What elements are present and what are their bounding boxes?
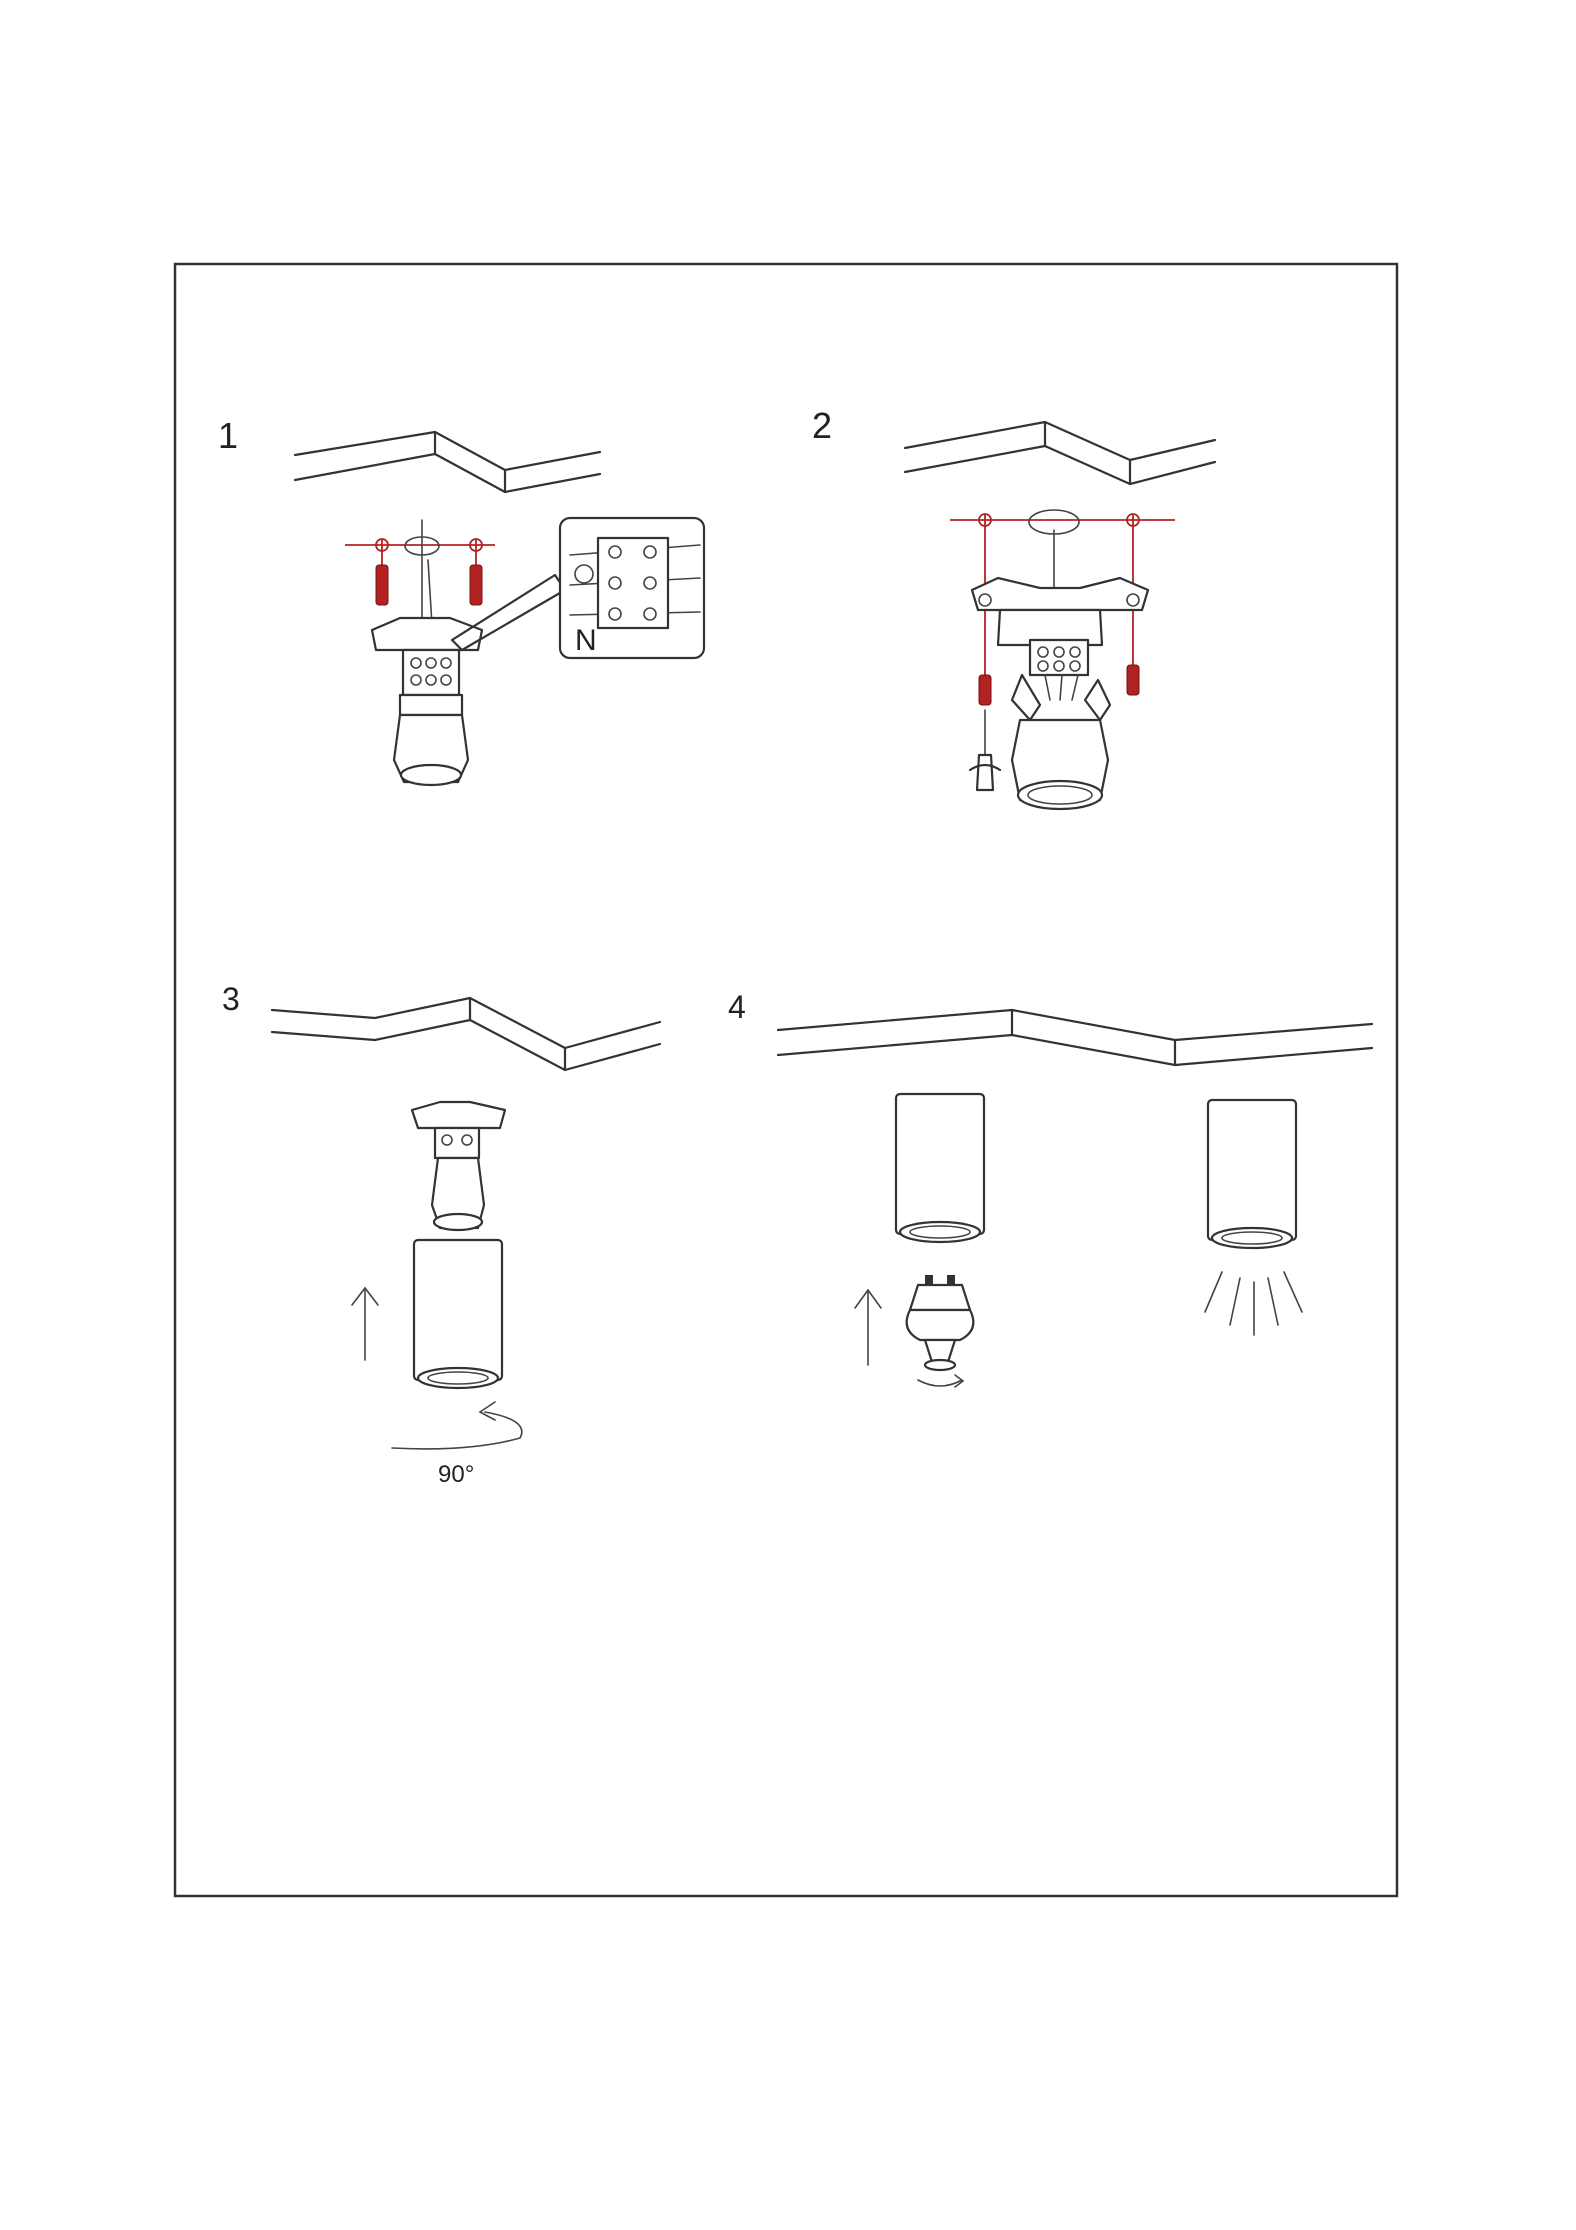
cable bbox=[422, 520, 432, 625]
lamp-fixture bbox=[372, 618, 482, 785]
bulb-icon bbox=[907, 1275, 974, 1387]
step-4-panel bbox=[728, 989, 1372, 1387]
ceiling-icon bbox=[272, 998, 660, 1070]
step-3-number: 3 bbox=[222, 981, 240, 1017]
page-frame bbox=[175, 264, 1397, 1896]
terminal-block-icon bbox=[560, 518, 704, 658]
ceiling-icon bbox=[295, 432, 600, 492]
arrow-up-icon bbox=[855, 1290, 881, 1365]
rotation-label: 90° bbox=[438, 1461, 475, 1488]
step-2-panel bbox=[812, 405, 1215, 809]
lamp-cylinder-icon bbox=[414, 1240, 502, 1388]
lamp-cylinder-icon bbox=[1208, 1100, 1296, 1248]
step-4-number: 4 bbox=[728, 989, 746, 1025]
lamp-fixture bbox=[972, 578, 1148, 809]
lamp-fixture bbox=[412, 1102, 505, 1230]
ceiling-icon bbox=[778, 1010, 1372, 1065]
lamp-cylinder-icon bbox=[896, 1094, 984, 1242]
neutral-label: N bbox=[575, 624, 597, 657]
arrow-up-icon bbox=[352, 1288, 378, 1360]
ceiling-icon bbox=[905, 422, 1215, 484]
step-1-panel bbox=[218, 415, 704, 785]
step-1-number: 1 bbox=[218, 415, 239, 456]
light-rays-icon bbox=[1205, 1272, 1302, 1335]
rotate-arrow-icon bbox=[392, 1402, 522, 1449]
step-3-panel bbox=[222, 981, 660, 1488]
step-2-number: 2 bbox=[812, 405, 833, 446]
screwdriver-icon bbox=[970, 710, 1000, 790]
